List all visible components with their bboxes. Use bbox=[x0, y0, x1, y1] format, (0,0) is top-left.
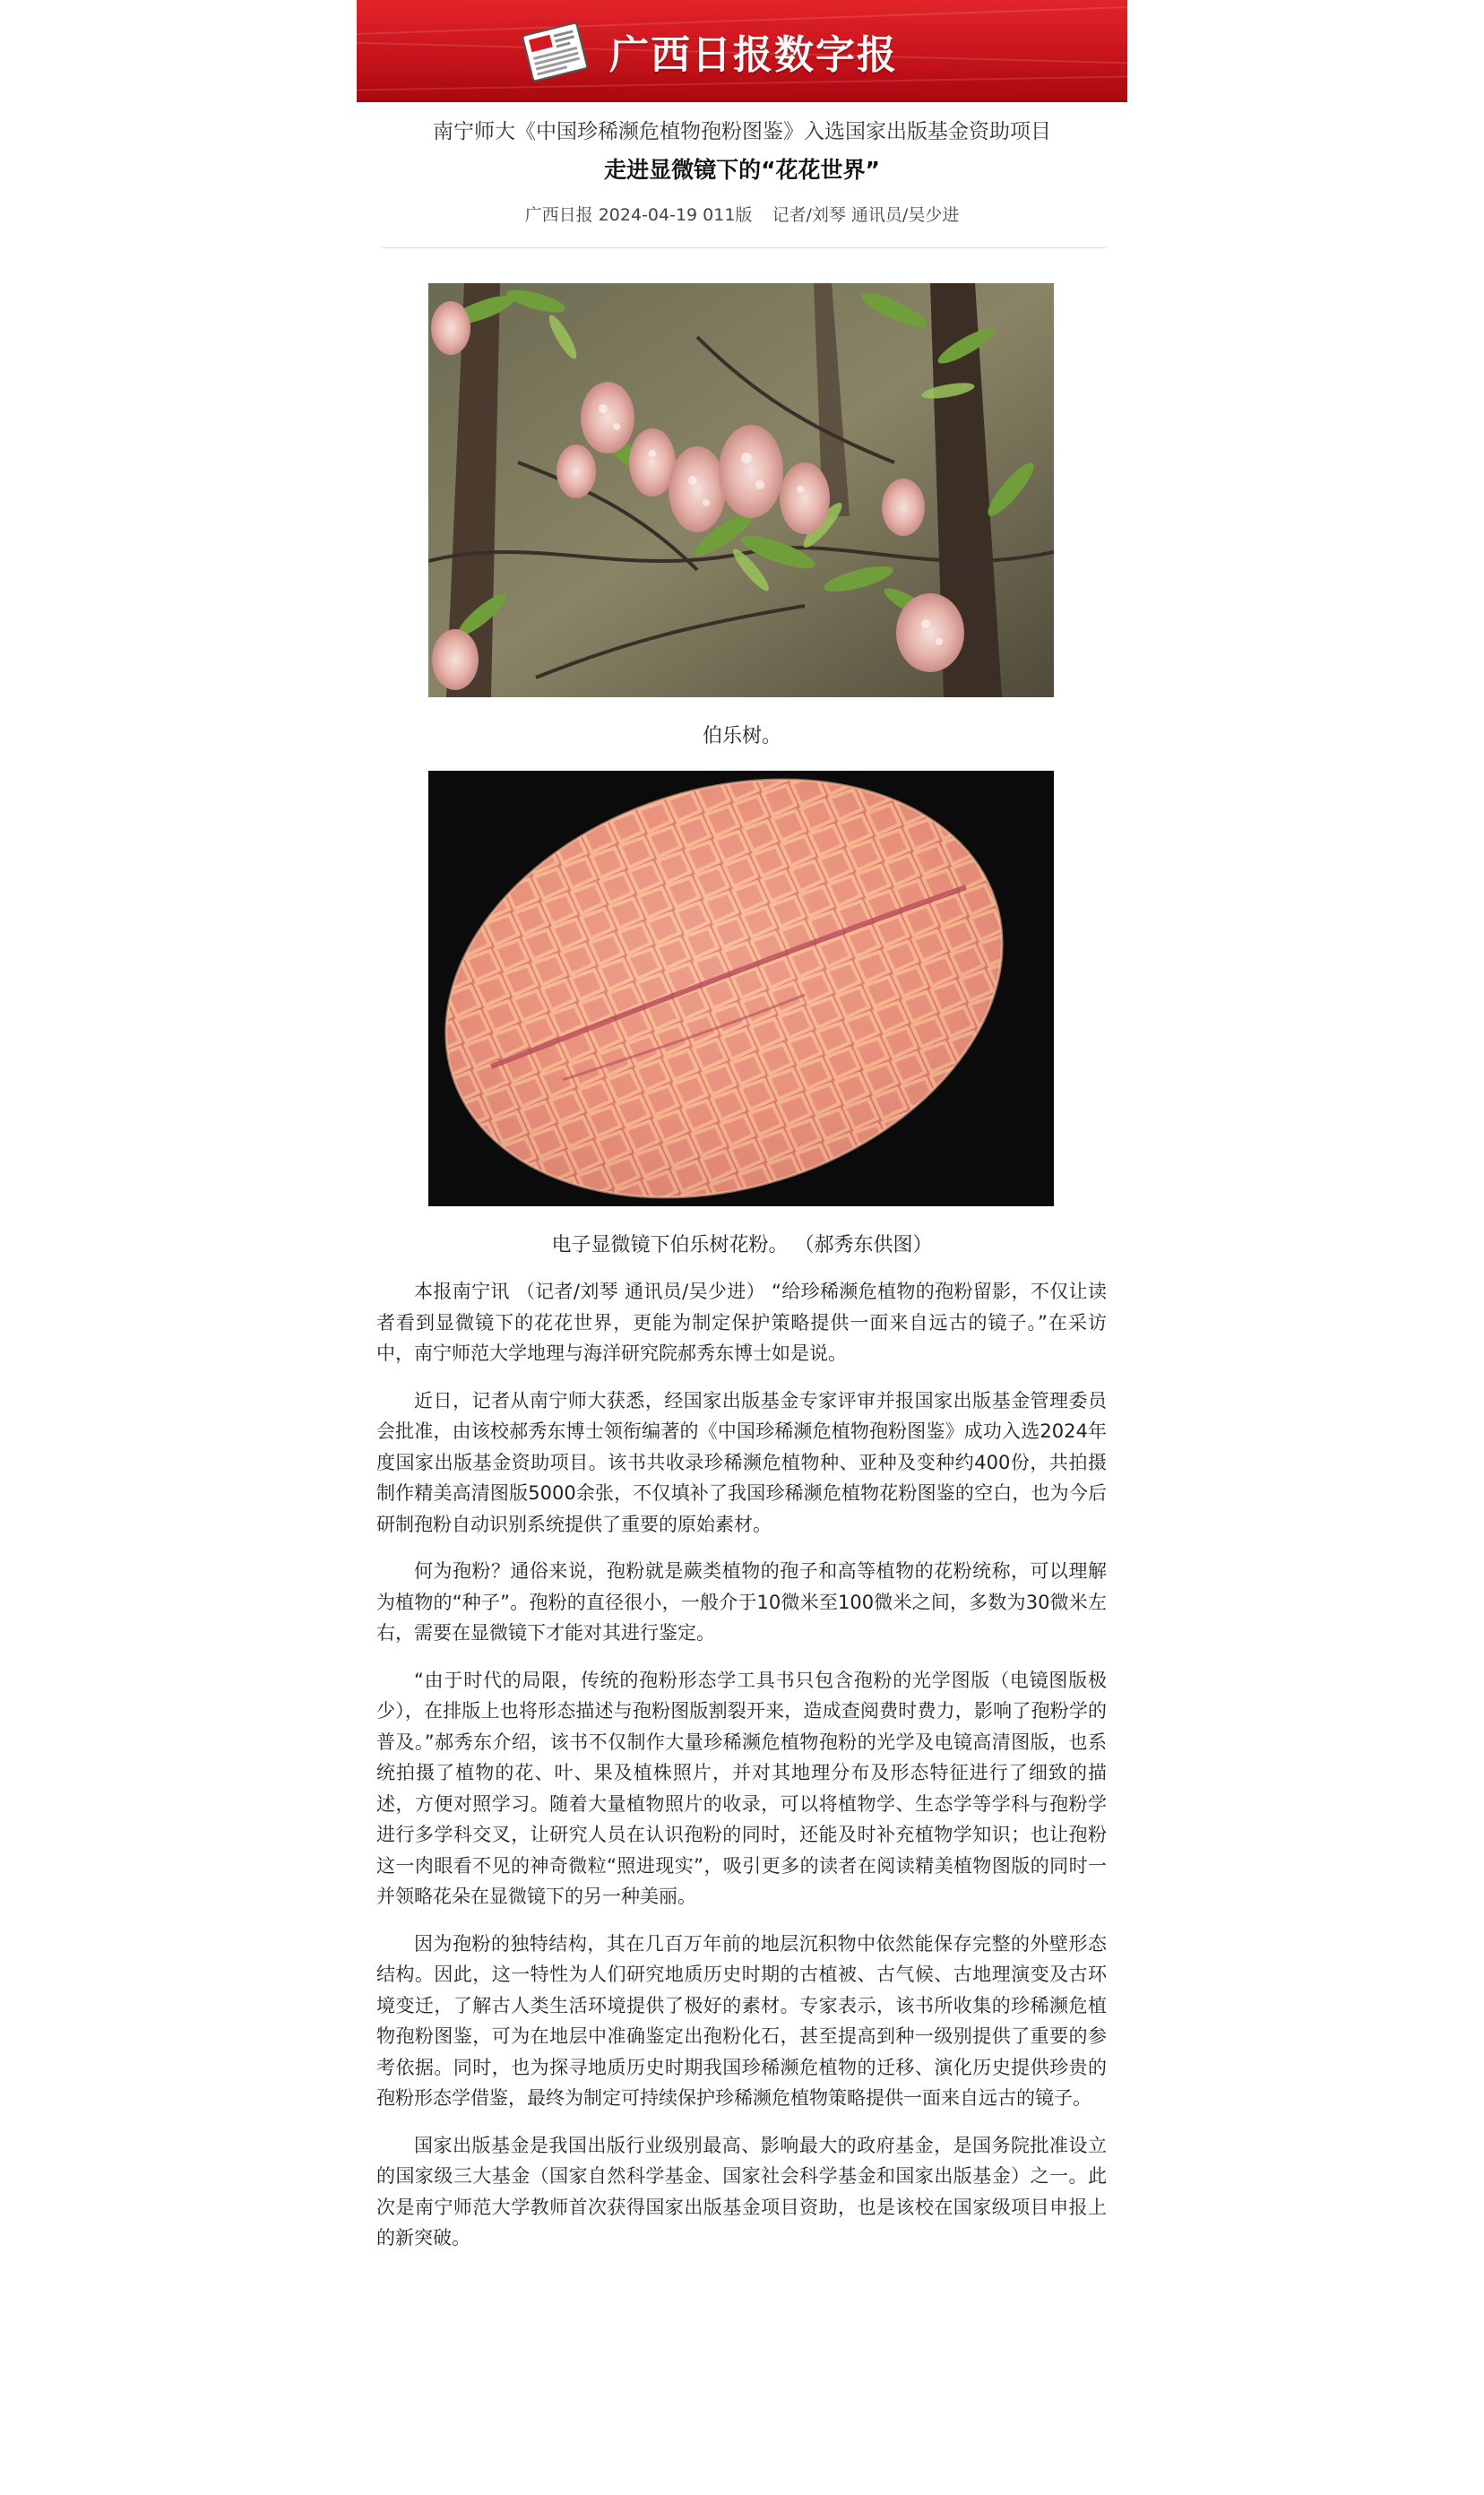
article-kicker: 南宁师大《中国珍稀濒危植物孢粉图鉴》入选国家出版基金资助项目 bbox=[433, 120, 1051, 143]
article-paragraph: 本报南宁讯 （记者/刘琴 通讯员/吴少进） “给珍稀濒危植物的孢粉留影，不仅让读者看到显微镜下的花花世界，更能为制定保护策略提供一面来自远古的镜子。”在采访中，南宁师范大学地理与海洋研究院郝秀东博士如是说。 bbox=[376, 1281, 1107, 1364]
pollen-micrograph bbox=[428, 771, 1054, 1206]
pollen-micrograph-caption: 电子显微镜下伯乐树花粉。 （郝秀东供图） bbox=[551, 1234, 933, 1256]
article-source: 广西日报 2024-04-19 011版 bbox=[524, 205, 753, 225]
article-paragraph: 国家出版基金是我国出版行业级别最高、影响最大的政府基金，是国务院批准设立的国家级三大基金（国家自然科学基金、国家社会科学基金和国家出版基金）之一。此次是南宁师范大学教师首次获得国家出版基金项目资助，也是该校在国家级项目申报上的新突破。 bbox=[376, 2134, 1107, 2249]
article-paragraph: 因为孢粉的独特结构，其在几百万年前的地层沉积物中依然能保存完整的外壁形态结构。因此，这一特性为人们研究地质历史时期的古植被、古气候、古地理演变及古环境变迁，了解古人类生活环境提供了极好的素材。专家表示，该书所收集的珍稀濒危植物孢粉图鉴，可为在地层中准确鉴定出孢粉化石，甚至提高到种一级别提供了重要的参考依据。同时，也为探寻地质历史时期我国珍稀濒危植物的迁移、演化历史提供珍贵的孢粉形态学借鉴，最终为制定可持续保护珍稀濒危植物策略提供一面来自远古的镜子。 bbox=[376, 1932, 1107, 2109]
newspaper-icon bbox=[516, 13, 593, 90]
tree-photo bbox=[428, 283, 1054, 697]
article-body bbox=[376, 1276, 1107, 2270]
article-meta bbox=[357, 202, 1127, 226]
article-byline: 记者/刘琴 通讯员/吴少进 bbox=[772, 205, 960, 225]
article-paragraph: 近日，记者从南宁师大获悉，经国家出版基金专家评审并报国家出版基金管理委员会批准，由该校郝秀东博士领衔编著的《中国珍稀濒危植物孢粉图鉴》成功入选2024年度国家出版基金资助项目。该书共收录珍稀濒危植物种、亚种及变种约400份，共拍摄制作精美高清图版5000余张，不仅填补了我国珍稀濒危植物花粉图鉴的空白，也为今后研制孢粉自动识别系统提供了重要的原始素材。 bbox=[376, 1389, 1107, 1535]
masthead-banner bbox=[357, 0, 1127, 102]
article-headline: 走进显微镜下的“花花世界” bbox=[604, 157, 880, 183]
tree-photo-caption: 伯乐树。 bbox=[702, 725, 781, 747]
article-paragraph: “由于时代的局限，传统的孢粉形态学工具书只包含孢粉的光学图版（电镜图版极少），在排版上也将形态描述与孢粉图版割裂开来，造成查阅费时费力，影响了孢粉学的普及。”郝秀东介绍，该书不仅制作大量珍稀濒危植物孢粉的光学及电镜高清图版，也系统拍摄了植物的花、叶、果及植株照片，并对其地理分布及形态特征进行了细致的描述，方便对照学习。随着大量植物照片的收录，可以将植物学、生态学等学科与孢粉学进行多学科交叉，让研究人员在认识孢粉的同时，还能及时补充植物学知识；也让孢粉这一肉眼看不见的神奇微粒“照进现实”，吸引更多的读者在阅读精美植物图版的同时一并领略花朵在显微镜下的另一种美丽。 bbox=[376, 1669, 1107, 1907]
site-title[interactable]: 广西日报数字报 bbox=[609, 32, 898, 78]
article-paragraph: 何为孢粉？通俗来说，孢粉就是蕨类植物的孢子和高等植物的花粉统称，可以理解为植物的“种子”。孢粉的直径很小，一般介于10微米至100微米之间，多数为30微米左右，需要在显微镜下才能对其进行鉴定。 bbox=[376, 1560, 1107, 1644]
title-divider bbox=[382, 247, 1106, 248]
